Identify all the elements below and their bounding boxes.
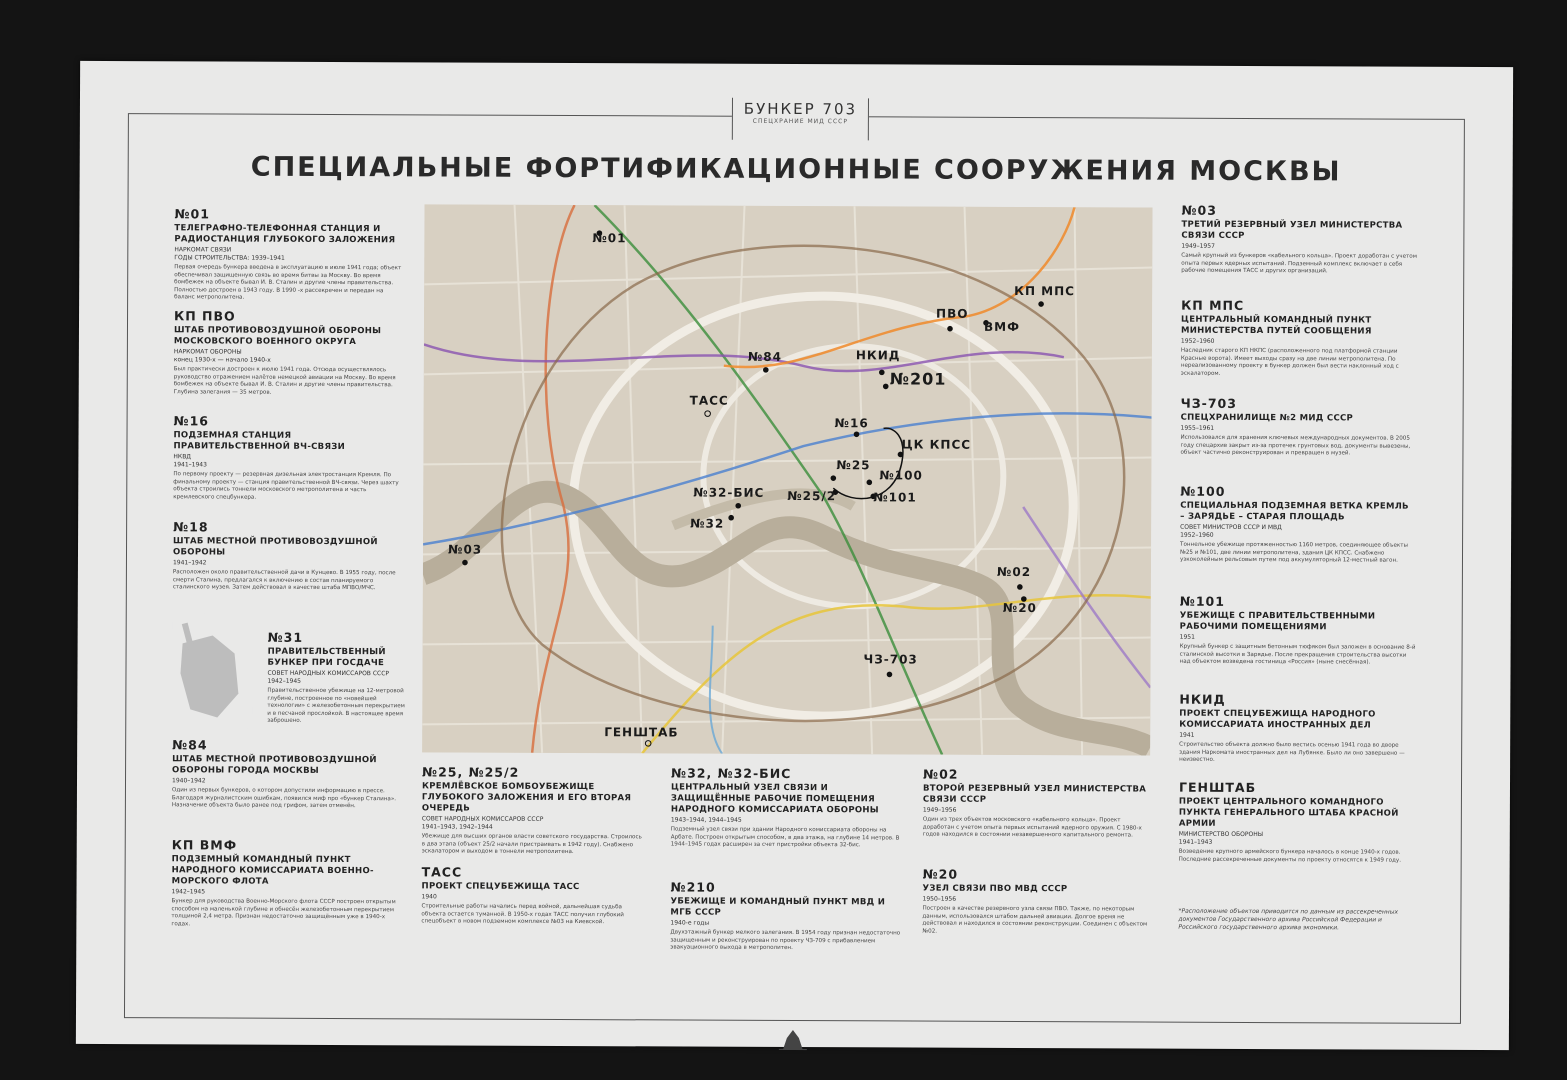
entry-text: Один из первых бункеров, о котором допустили информацию в прессе. Благодаря журналистским ошибкам, появился миф про «бункер Сталина». Назначение объекта было ранее под грифом, затем отменён. xyxy=(171,787,397,810)
entry-number: №01 xyxy=(174,206,210,222)
entry-number: КП ПВО xyxy=(174,308,236,324)
entry-number: №84 xyxy=(172,737,208,753)
map-label-n201: №201 xyxy=(889,369,947,389)
entry-text: Использовался для хранения ключевых международных документов. В 2005 году спецархив закрыт из-за протечек грунтовых вод, документы вывезены, объект частично реконструирован и превращен в музей. xyxy=(1180,434,1411,457)
entry-subtitle: НКВД 1941–1943 xyxy=(173,453,207,469)
entry-subtitle: СОВЕТ МИНИСТРОВ СССР И МВД 1952–1960 xyxy=(1180,523,1282,539)
entry-number: НКИД xyxy=(1179,691,1226,707)
entry-title: ВТОРОЙ РЕЗЕРВНЫЙ УЗЕЛ МИНИСТЕРСТВА СВЯЗИ СССР xyxy=(922,783,1147,805)
entry-ch703 xyxy=(1180,396,1416,459)
map-label-n20: №20 xyxy=(1002,600,1037,616)
entry-text: Один из трех объектов московского «кабельного кольца». Проект доработан с учетом опыта первых испытаний ядерного оружия. С 1980-х годов находился в состоянии незавершенного капитального ремонта. xyxy=(922,816,1142,839)
entry-subtitle: НАРКОМАТ СВЯЗИ ГОДЫ СТРОИТЕЛЬСТВА: 1939–1941 xyxy=(174,246,285,262)
entry-title: ТЕЛЕГРАФНО-ТЕЛЕФОННАЯ СТАНЦИЯ И РАДИОСТАНЦИЯ ГЛУБОКОГО ЗАЛОЖЕНИЯ xyxy=(174,223,396,246)
entry-subtitle: 1941 xyxy=(1179,731,1195,739)
entry-title: ПРАВИТЕЛЬСТВЕННЫЙ БУНКЕР ПРИ ГОСДАЧЕ xyxy=(267,646,386,669)
entry-text: Самый крупный из бункеров «кабельного кольца». Проект доработан с учетом опыта первых ядерных испытаний. Подземный комплекс включает в себя рабочие помещения ТАСС и других организаций. xyxy=(1181,252,1417,275)
entry-subtitle: 1952–1960 xyxy=(1180,337,1215,345)
entry-number: КП ВМФ xyxy=(171,837,238,853)
entry-text: Двухэтажный бункер мелкого залегания. В 1954 году признан недостаточно защищенным и реконструирован по проекту ЧЗ-709 с прибавлением эвакуационного выхода в метрополитен. xyxy=(670,929,901,951)
map-label-n101: №101 xyxy=(873,490,917,505)
map-label-pvo: ПВО xyxy=(936,306,969,321)
entry-title: УЗЕЛ СВЯЗИ ПВО МВД СССР xyxy=(922,883,1068,895)
entry-number: №18 xyxy=(173,519,209,535)
map-label-genshtab: ГЕНШТАБ xyxy=(604,725,679,740)
map-label-vmf: ВМФ xyxy=(983,319,1021,334)
entry-tass xyxy=(421,864,646,926)
entry-number: №16 xyxy=(173,413,210,429)
entry-210 xyxy=(670,879,900,953)
poster-board xyxy=(76,61,1513,1050)
footnote: *Расположение объектов приводится по данным из рассекреченных документов Государственного архива Российской Федерации и Российского государственного архива экономики. xyxy=(1178,907,1399,932)
entry-title: ПОДЗЕМНАЯ СТАНЦИЯ ПРАВИТЕЛЬСТВЕННОЙ ВЧ-СВЯЗИ xyxy=(173,430,346,453)
entry-text: Крупный бункер с защитным бетонным тюфяком был заложен в основание 8-й сталинской высотки в Зарядье. После прекращения строительства высотки над объектом возведена гостиница «Россия» (ныне снесённая). xyxy=(1179,643,1416,666)
entry-title: УБЕЖИЩЕ С ПРАВИТЕЛЬСТВЕННЫМИ РАБОЧИМИ ПОМЕЩЕНИЯМИ xyxy=(1179,610,1376,633)
entry-number: №100 xyxy=(1180,483,1226,499)
map-label-n01: №01 xyxy=(592,231,627,246)
map-label-kpmps: КП МПС xyxy=(1014,283,1076,299)
entry-text: Тоннельное убежище протяженностью 1160 метров, соединяющее объекты №25 и №101, две линии метрополитена, здания ЦК КПСС. Снабжено узкоколейным рельсовым путем под аккумуляторный 12-местный вагон. xyxy=(1179,541,1408,564)
map-label-n100: №100 xyxy=(879,468,923,483)
entry-title: ШТАБ МЕСТНОЙ ПРОТИВОВОЗДУШНОЙ ОБОРОНЫ xyxy=(172,536,378,558)
entry-number: №210 xyxy=(670,879,716,895)
entry-subtitle: 1940-е годы xyxy=(670,919,710,927)
entry-31 xyxy=(267,630,407,726)
map-label-n32bis: №32-БИС xyxy=(693,485,765,500)
entry-title: КРЕМЛЁВСКОЕ БОМБОУБЕЖИЩЕ ГЛУБОКОГО ЗАЛОЖЕНИЯ И ЕГО ВТОРАЯ ОЧЕРЕДЬ xyxy=(421,781,632,814)
entry-nkid xyxy=(1179,692,1415,766)
entry-84 xyxy=(172,737,402,811)
entry-title: СПЕЦИАЛЬНАЯ ПОДЗЕМНАЯ ВЕТКА КРЕМЛЬ – ЗАРЯДЬЕ – СТАРАЯ ПЛОЩАДЬ xyxy=(1180,500,1409,523)
entry-title: ЦЕНТРАЛЬНЫЙ УЗЕЛ СВЯЗИ И ЗАЩИЩЁННЫЕ РАБОЧИЕ ПОМЕЩЕНИЯ НАРОДНОГО КОМИССАРИАТА ОБОРОНЫ xyxy=(670,782,879,816)
brand-subtitle: СПЕЦХРАНИЕ МИД СССР xyxy=(752,117,848,126)
entry-title: ЦЕНТРАЛЬНЫЙ КОМАНДНЫЙ ПУНКТ МИНИСТЕРСТВА ПУТЕЙ СООБЩЕНИЯ xyxy=(1180,314,1372,337)
entry-title: ШТАБ МЕСТНОЙ ПРОТИВОВОЗДУШНОЙ ОБОРОНЫ ГОРОДА МОСКВЫ xyxy=(172,754,377,776)
entry-subtitle: 1951 xyxy=(1179,633,1195,641)
entry-subtitle: 1950–1956 xyxy=(922,895,957,903)
entry-number: ГЕНШТАБ xyxy=(1178,779,1257,796)
entry-subtitle: 1955–1961 xyxy=(1180,424,1215,432)
entry-title: ТРЕТИЙ РЕЗЕРВНЫЙ УЗЕЛ МИНИСТЕРСТВА СВЯЗИ СССР xyxy=(1181,219,1403,241)
entry-text: Наследник старого КП НКПС (расположенного под платформой станции Красные ворота). Имеет выходы сразу на две линии метрополитена. По нереализованному проекту в бункер должен был вести наклонный ход с эскалатором. xyxy=(1180,347,1399,377)
map-label-n84: №84 xyxy=(747,349,783,364)
entry-subtitle: СОВЕТ НАРОДНЫХ КОМИССАРОВ СССР 1941–1943, 1942–1944 xyxy=(421,815,544,831)
map-label-n32: №32 xyxy=(690,516,725,531)
entry-number: ТАСС xyxy=(421,864,463,880)
entry-16 xyxy=(173,413,403,502)
entry-20 xyxy=(922,867,1147,937)
brand-title: БУНКЕР 703 xyxy=(743,99,858,119)
entry-title: ПОДЗЕМНЫЙ КОМАНДНЫЙ ПУНКТ НАРОДНОГО КОМИССАРИАТА ВОЕННО-МОРСКОГО ФЛОТА xyxy=(171,854,374,887)
entry-subtitle: 1949–1957 xyxy=(1181,242,1215,250)
entry-number: №25, №25/2 xyxy=(422,764,520,780)
entry-text: Был практически достроен к июлю 1941 года. Отсюда осуществлялось руководство отражением налётов немецкой авиации на Москву. Во время бомбежек на объекте бывал И. В. Сталин и другие члены правительства. Глубина залегания — 35 метров. xyxy=(173,366,396,396)
entry-number: №101 xyxy=(1179,593,1225,609)
entry-text: Строительные работы начались перед войной, дальнейшая судьба объекта остается туманной. В 1950-х годах ТАСС получил глубокий спецобъект в новом подземном комплексе №03 на Киевской. xyxy=(421,903,624,926)
entry-subtitle: 1940 xyxy=(421,893,437,901)
gosdacha-mini-map xyxy=(172,613,253,728)
entry-number: ЧЗ-703 xyxy=(1180,395,1237,411)
brand-logo xyxy=(732,98,869,141)
map-label-n03: №03 xyxy=(447,542,483,557)
entry-subtitle: 1942–1945 xyxy=(171,888,206,896)
entry-kppvo xyxy=(174,308,404,397)
map-label-n16: №16 xyxy=(834,416,869,431)
entry-title: УБЕЖИЩЕ И КОМАНДНЫЙ ПУНКТ МВД И МГБ СССР xyxy=(670,896,886,918)
entry-subtitle: 1943–1944, 1944–1945 xyxy=(670,816,742,824)
map-label-n252: №25/2 xyxy=(787,488,837,504)
entry-text: Правительственное убежище на 12-метровой глубине, построенное по «новейшей технологии» с железобетонным перекрытием и в песчаной прослойкой. В настоящее время заброшено. xyxy=(267,687,405,724)
entry-title: ПРОЕКТ ЦЕНТРАЛЬНОГО КОМАНДНОГО ПУНКТА ГЕНЕРАЛЬНОГО ШТАБА КРАСНОЙ АРМИИ xyxy=(1178,796,1399,829)
entry-number: №03 xyxy=(1181,202,1217,218)
poster-title: СПЕЦИАЛЬНЫЕ ФОРТИФИКАЦИОННЫЕ СООРУЖЕНИЯ МОСКВЫ xyxy=(250,151,1342,188)
entry-title: ШТАБ ПРОТИВОВОЗДУШНОЙ ОБОРОНЫ МОСКОВСКОГО ВОЕННОГО ОКРУГА xyxy=(173,325,382,348)
entry-title: ПРОЕКТ СПЕЦУБЕЖИЩА НАРОДНОГО КОМИССАРИАТА ИНОСТРАННЫХ ДЕЛ xyxy=(1179,708,1376,731)
entry-text: Убежище для высших органов власти советского государства. Строилось в два этапа (объект 25/2 начали пристраивать в 1942 году). Снабжено эскалатором и выходом в тоннели метрополитена. xyxy=(421,833,642,856)
map-label-ckkpss: ЦК КПСС xyxy=(901,437,972,452)
entry-title: СПЕЦХРАНИЛИЩЕ №2 МИД СССР xyxy=(1180,412,1354,424)
moscow-map[interactable] xyxy=(422,204,1152,755)
entry-subtitle: СОВЕТ НАРОДНЫХ КОМИССАРОВ СССР 1942–1945 xyxy=(267,669,390,685)
entry-number: №20 xyxy=(922,866,959,882)
entry-18 xyxy=(173,519,403,593)
entry-subtitle: 1941–1942 xyxy=(172,559,207,567)
entry-number: КП МПС xyxy=(1181,297,1245,313)
entry-text: Строительство объекта должно было вестись осенью 1941 года во дворе здания Наркомата иностранных дел на Лубянке. Было ли оно завершено — неизвестно. xyxy=(1179,741,1405,763)
entry-kpvmf xyxy=(171,837,401,929)
entry-subtitle: МИНИСТЕРСТВО ОБОРОНЫ 1941–1943 xyxy=(1178,830,1264,846)
entry-number: №31 xyxy=(267,629,304,645)
entry-text: Подземный узел связи при здании Народного комиссариата обороны на Арбате. Построен открытым способом, в два этажа, на глубине 14 метров. В 1944–1945 годах расширен за счет пристройки объекта 32-бис. xyxy=(670,826,900,849)
entry-subtitle: 1940–1942 xyxy=(171,777,206,785)
entry-text: Бункер для руководства Военно-Морского флота СССР построен открытым способом на маленькой глубине и обнесён железобетонным перекрытием толщиной 2,4 метра. Признан недостаточно защищённым уже в 1940-х годах. xyxy=(171,898,396,927)
entry-100 xyxy=(1180,484,1416,566)
entry-number: №32, №32-БИС xyxy=(671,765,792,781)
entry-02 xyxy=(923,767,1148,840)
entry-text: Построен в качестве резервного узла связи ПВО. Также, по некоторым данным, использовался штабом дальней авиации. Долгое время не действовал и находился в состоянии реконструкции. Соединен с объектом №02. xyxy=(922,905,1148,935)
entry-32 xyxy=(671,765,901,850)
map-label-n25: №25 xyxy=(836,458,871,473)
map-label-n02: №02 xyxy=(996,564,1032,580)
entry-subtitle: НАРКОМАТ ОБОРОНЫ конец 1930-х — начало 1940-х xyxy=(173,348,271,364)
entry-101 xyxy=(1180,594,1416,668)
entry-25 xyxy=(422,764,647,856)
entry-genshtab xyxy=(1179,780,1415,865)
entry-subtitle: 1949–1956 xyxy=(922,806,957,814)
entry-text: Первая очередь бункера введена в эксплуатацию в июле 1941 года; объект обеспечивал защищенную связь во время битвы за Москву. Во время бомбежек на объекте бывал И. В. Сталин и другие члены правительства. Полностью достроен в 1943 году. В 1990 -х рассекречен и передан на баланс метрополитена. xyxy=(174,264,402,301)
entry-number: №02 xyxy=(923,766,959,782)
map-label-ch703: ЧЗ-703 xyxy=(863,652,918,667)
entry-01 xyxy=(174,206,404,303)
entry-text: По первому проекту — резервная дизельная электростанция Кремля. По финальному проекту — станция правительственной ВЧ-связи. Через шахту объекта строились тоннели московского метрополитена и часть кремлевского спецбункера. xyxy=(173,471,399,501)
entry-text: Расположен около правительственной дачи в Кунцево. В 1955 году, после смерти Сталина, предлагался к включению в состав планируемого сталинского музея. Затем действовал в качестве штаба МПВО/МЧС. xyxy=(172,569,396,592)
entry-kpmps xyxy=(1181,298,1417,379)
kremlin-spire-icon xyxy=(773,1030,813,1050)
map-label-nkid: НКИД xyxy=(855,348,901,363)
entry-title: ПРОЕКТ СПЕЦУБЕЖИЩА ТАСС xyxy=(421,881,580,893)
entry-03 xyxy=(1181,203,1417,277)
map-label-tass: ТАСС xyxy=(689,393,729,408)
entry-text: Возведение крупного армейского бункера началось в конце 1940-х годов. Последние рассекреченные документы по проекту относятся к 1949 году. xyxy=(1178,848,1402,864)
